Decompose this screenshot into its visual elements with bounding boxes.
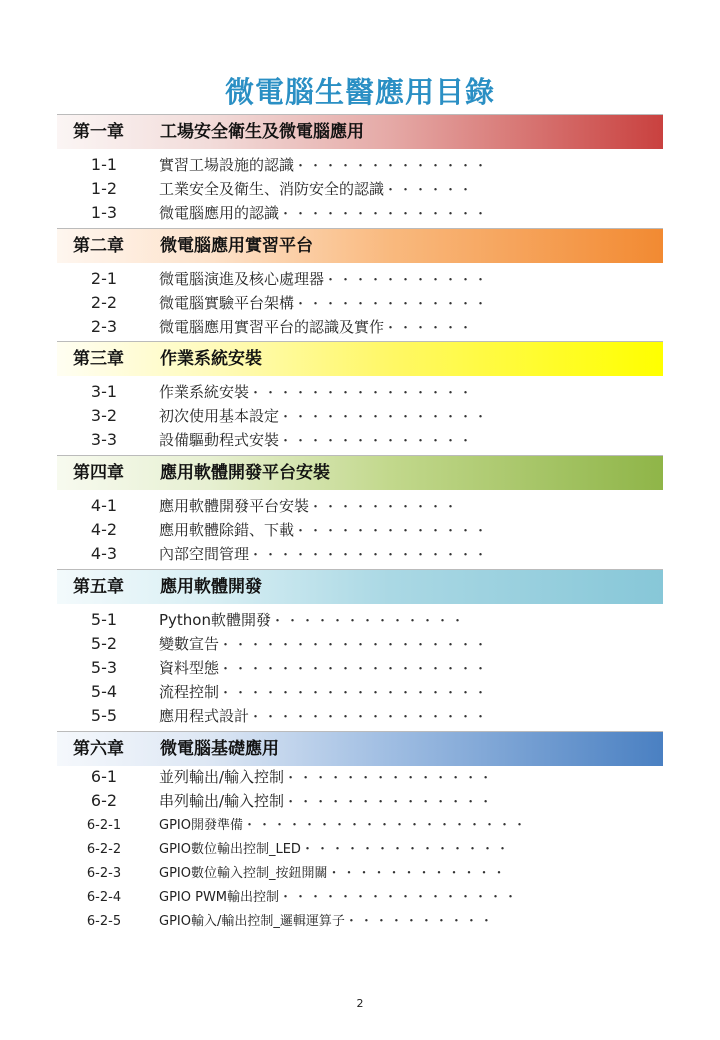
section-number: 1-2 [90,179,118,198]
chapter-2-header[interactable] [57,228,663,263]
toc-subentry[interactable] [0,838,720,862]
section-title: 資料型態・・・・・・・・・・・・・・・・・・ [159,659,490,677]
chapter-title: 工場安全衛生及微電腦應用 [160,122,364,142]
chapter-3-header[interactable] [57,341,663,376]
section-number: 5-2 [90,634,118,653]
chapter-title: 微電腦基礎應用 [160,739,279,759]
toc-subentry[interactable] [0,910,720,934]
dot-leader: ・・・・・・ [384,183,475,198]
toc-entry[interactable] [0,291,720,315]
subsection-title: GPIO開發準備・・・・・・・・・・・・・・・・・・・ [159,818,528,833]
section-title: 串列輸出/輸入控制・・・・・・・・・・・・・・ [159,792,495,810]
dot-leader: ・・・・・・・・・・・・・・・ [249,386,475,401]
dot-leader: ・・・・・・・・・・・・・ [294,524,490,539]
chapter-1-header[interactable] [57,114,663,149]
toc-entry[interactable] [0,789,720,813]
section-number: 6-1 [90,767,118,786]
section-title: 初次使用基本設定・・・・・・・・・・・・・・ [159,407,490,425]
chapter-number: 第六章 [73,739,124,759]
section-title: 應用程式設計・・・・・・・・・・・・・・・・ [159,707,490,725]
subsection-number: 6-2-1 [86,818,122,833]
dot-leader: ・・・・・・・・・・ [344,914,495,929]
section-title: 微電腦應用實習平台的認識及實作・・・・・・ [159,318,475,336]
section-number: 6-2 [90,791,118,810]
chapter-title: 作業系統安裝 [160,349,262,369]
chapter-title: 應用軟體開發平台安裝 [160,463,330,483]
dot-leader: ・・・・・・・・・・・・・・ [284,795,495,810]
chapter-4-header[interactable] [57,455,663,490]
chapter-title: 應用軟體開發 [160,577,262,597]
subsection-number: 6-2-4 [86,890,122,905]
section-title: 工業安全及衛生、消防安全的認識・・・・・・ [159,180,475,198]
toc-entry[interactable] [0,494,720,518]
section-number: 4-1 [90,496,118,515]
dot-leader: ・・・・・・・・・・・・・ [294,159,490,174]
subsection-number: 6-2-2 [86,842,122,857]
dot-leader: ・・・・・・・・・・・・・・ [279,207,490,222]
chapter-number: 第三章 [73,349,124,369]
dot-leader: ・・・・・・・・・・・・・・・・・・・ [242,818,528,833]
toc-entry[interactable] [0,380,720,404]
section-number: 5-3 [90,658,118,677]
section-title: 變數宣告・・・・・・・・・・・・・・・・・・ [159,635,490,653]
section-number: 3-2 [90,406,118,425]
dot-leader: ・・・・・・ [384,321,475,336]
toc-subentry[interactable] [0,862,720,886]
dot-leader: ・・・・・・・・・・・・・・ [284,771,495,786]
document-title: 微電腦生醫應用目錄 [224,75,495,109]
section-title: 應用軟體除錯、下載・・・・・・・・・・・・・ [159,521,490,539]
section-number: 5-5 [90,706,118,725]
toc-entry[interactable] [0,656,720,680]
section-title: 內部空間管理・・・・・・・・・・・・・・・・ [159,545,490,563]
section-title: 作業系統安裝・・・・・・・・・・・・・・・ [159,383,475,401]
subsection-title: GPIO輸入/輸出控制_邏輯運算子・・・・・・・・・・ [159,914,495,929]
section-number: 3-1 [90,382,118,401]
toc-entry[interactable] [0,518,720,542]
toc-entry[interactable] [0,315,720,339]
section-number: 4-3 [90,544,118,563]
subsection-title: GPIO數位輸出控制_LED・・・・・・・・・・・・・・ [159,842,511,857]
section-number: 5-4 [90,682,118,701]
dot-leader: ・・・・・・・・・・・・・ [271,614,467,629]
section-title: 微電腦實驗平台架構・・・・・・・・・・・・・ [159,294,490,312]
subsection-title: GPIO PWM輸出控制・・・・・・・・・・・・・・・・ [159,890,520,905]
toc-entry[interactable] [0,608,720,632]
toc-entry[interactable] [0,153,720,177]
section-title: 應用軟體開發平台安裝・・・・・・・・・・ [159,497,460,515]
subsection-number: 6-2-5 [86,914,122,929]
toc-entry[interactable] [0,404,720,428]
section-title: 流程控制・・・・・・・・・・・・・・・・・・ [159,683,490,701]
section-number: 2-1 [90,269,118,288]
chapter-title: 微電腦應用實習平台 [160,236,313,256]
chapter-number: 第二章 [73,236,124,256]
section-number: 2-3 [90,317,118,336]
chapter-number: 第四章 [73,463,124,483]
dot-leader: ・・・・・・・・・・・・・・・・・・ [219,686,490,701]
dot-leader: ・・・・・・・・・・・・ [327,866,508,881]
toc-subentry[interactable] [0,814,720,838]
toc-entry[interactable] [0,177,720,201]
toc-entry[interactable] [0,542,720,566]
toc-entry[interactable] [0,428,720,452]
dot-leader: ・・・・・・・・・・・・・・ [279,410,490,425]
section-title: 並列輸出/輸入控制・・・・・・・・・・・・・・ [159,768,495,786]
section-title: 微電腦應用的認識・・・・・・・・・・・・・・ [159,204,490,222]
section-number: 1-1 [90,155,118,174]
chapter-5-header[interactable] [57,569,663,604]
toc-entry[interactable] [0,704,720,728]
toc-entry[interactable] [0,680,720,704]
dot-leader: ・・・・・・・・・・・・・・・・ [249,548,490,563]
dot-leader: ・・・・・・・・・・・ [324,273,490,288]
dot-leader: ・・・・・・・・・・・・・・・・・・ [219,638,490,653]
section-number: 1-3 [90,203,118,222]
chapter-number: 第五章 [73,577,124,597]
toc-entry[interactable] [0,632,720,656]
toc-entry[interactable] [0,201,720,225]
page-number: 2 [356,997,364,1010]
dot-leader: ・・・・・・・・・・・・・ [279,434,475,449]
dot-leader: ・・・・・・・・・・・・・・・・ [279,890,520,905]
subsection-title: GPIO數位輸入控制_按鈕開關・・・・・・・・・・・・ [159,866,508,881]
section-title: Python軟體開發・・・・・・・・・・・・・ [159,611,467,629]
section-title: 實習工場設施的認識・・・・・・・・・・・・・ [159,156,490,174]
section-number: 4-2 [90,520,118,539]
chapter-6-header[interactable] [57,731,663,766]
section-title: 設備驅動程式安裝・・・・・・・・・・・・・ [159,431,475,449]
toc-entry[interactable] [0,267,720,291]
dot-leader: ・・・・・・・・・・・・・ [294,297,490,312]
section-title: 微電腦演進及核心處理器・・・・・・・・・・・ [159,270,490,288]
section-number: 5-1 [90,610,118,629]
toc-entry[interactable] [0,765,720,789]
dot-leader: ・・・・・・・・・・・・・・ [300,842,511,857]
section-number: 3-3 [90,430,118,449]
section-number: 2-2 [90,293,118,312]
toc-subentry[interactable] [0,886,720,910]
chapter-number: 第一章 [73,122,124,142]
dot-leader: ・・・・・・・・・・・・・・・・ [249,710,490,725]
dot-leader: ・・・・・・・・・・ [309,500,460,515]
subsection-number: 6-2-3 [86,866,122,881]
dot-leader: ・・・・・・・・・・・・・・・・・・ [219,662,490,677]
